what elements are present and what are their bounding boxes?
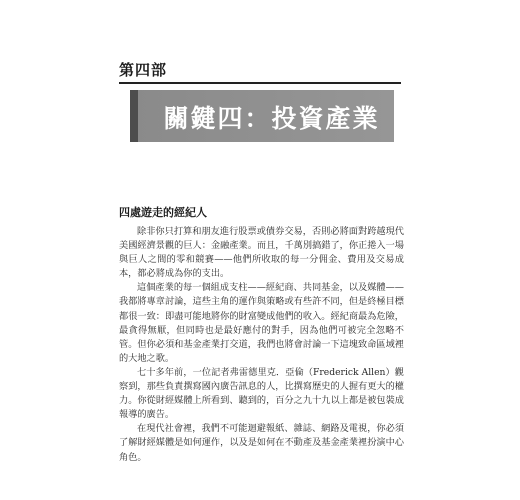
body-text [119, 225, 404, 465]
part-label: 第四部 [119, 61, 168, 79]
banner-accent-bar [130, 90, 138, 142]
paragraph: 這個產業的每一個組成支柱——經紀商、共同基金，以及媒體——我都將專章討論，這些主角的運作與策略或有些許不同，但是終極目標都很一致：即盡可能地將你的財富變成他們的收入。經紀商最為危險，最貪得無厭，但同時也是最好應付的對手，因為他們可被完全忽略不管。但你必須和基金產業打交道，我們也將會討論一下這塊致命區域裡的大地之歌。 [119, 282, 404, 364]
paragraph: 在現代社會裡，我們不可能迴避報紙、雜誌、網路及電視，你必須了解財經媒體是如何運作，以及是如何在不動產及基金產業裡扮演中心角色。 [119, 423, 404, 463]
section-heading: 四處遊走的經紀人 [119, 206, 207, 219]
header-rule [119, 82, 401, 84]
paragraph: 七十多年前，一位記者弗雷德里克．亞倫（Frederick Allen）觀察到，那些負責撰寫國內廣告訊息的人，比撰寫歷史的人握有更大的權力。你從財經媒體上所看到、聽到的，百分之九十九以上都是被包裝成報導的廣告。 [119, 366, 404, 421]
paragraph: 除非你只打算和朋友進行股票或債券交易，否則必將面對跨越現代美國經濟景觀的巨人：金融產業。而且，千萬別搞錯了，你正捲入一場與巨人之間的零和競賽——他們所收取的每一分佣金、費用及交易成本，都必將成為你的支出。 [119, 226, 404, 280]
chapter-title: 關鍵四：投資產業 [163, 104, 380, 133]
